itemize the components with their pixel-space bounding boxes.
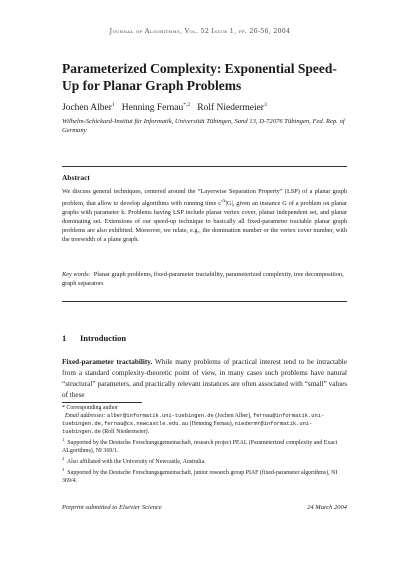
email-owner: (Henning Fernau), <box>189 421 234 427</box>
abstract-text-2: |G|, given an instance G of a problem on planar graphs with parameter k. Problems having LSP include planar vertex cover, planar independent set, and planar dominating set. Extensions of our speed-up technique to basically all fixed-parameter tractable planar graph problems are also exhibited. Moreover, we relate, e.g., the domination number or the vertex cover number, with the treewidth of a plane graph. <box>62 200 347 244</box>
email-link[interactable]: fernau@informatik.uni-tuebingen.de,fernau@cs.newcastle.edu.au <box>62 413 325 427</box>
paper-title: Parameterized Complexity: Exponential Speed-Up for Planar Graph Problems <box>62 61 337 93</box>
footnote-text: Supported by the Deutsche Forschungsgemeinschaft, research project PEAL (Parameterized complexity and Exact ALgorithms), NI 369/1. <box>62 439 338 454</box>
author-mark: 1 <box>111 102 115 108</box>
email-owner: (Rolf Niedermeier). <box>102 429 150 435</box>
abstract-text-1: We discuss general techniques, centered around the “Layerwise Separation Property” (LSP) of a planar graph problem, that allow to develop algorithms with running time c <box>62 188 347 208</box>
section-title: Introduction <box>80 333 127 343</box>
email-link[interactable]: alber@informatik.uni-tuebingen.de <box>106 413 214 419</box>
abstract-body <box>62 187 347 244</box>
footnote-mark: 2 <box>62 455 65 461</box>
author-list <box>62 102 267 113</box>
affiliation: Wilhelm-Schickard-Institut für Informatik, Universität Tübingen, Sand 13, D-72076 Tübingen, Fed. Rep. of Germany <box>62 118 345 134</box>
email-owner: (Jochen Alber), <box>215 413 252 419</box>
footnote-text: Also affiliated with the University of Newcastle, Australia. <box>66 458 206 465</box>
footnote-rule <box>62 402 142 403</box>
abstract-exponent: √k <box>220 198 226 203</box>
footnote-2 <box>62 455 347 466</box>
keywords-text: Planar graph problems, fixed-parameter tractability, parameterized complexity, tree decomposition, graph separators <box>62 271 344 287</box>
footnote-mark: 1 <box>62 437 65 442</box>
author-mark: 3 <box>263 102 267 108</box>
abstract-top-rule <box>62 166 347 167</box>
abstract-bottom-rule <box>62 301 347 302</box>
footnote-3 <box>62 466 347 485</box>
keywords-label: Key words: <box>62 271 91 278</box>
author-mark: *,2 <box>183 102 191 108</box>
section-number: 1 <box>62 333 67 343</box>
footnote-emails <box>62 412 347 436</box>
preprint-date: 24 March 2004 <box>307 504 347 511</box>
intro-text: While many problems of practical interest tend to be intractable from a standard complexity-theoretic point of view, in many cases such problems have natural “structural” parameters, and practically relevant instances are often associated with “small” values of these <box>62 358 347 399</box>
preprint-note: Preprint submitted to Elsevier Science <box>62 504 162 511</box>
footnote-1 <box>62 436 347 455</box>
footnote-corresponding: * Corresponding author <box>62 405 118 411</box>
email-link[interactable]: niedermr@informatik.uni-tuebingen.de <box>62 421 313 435</box>
keywords <box>62 270 347 288</box>
abstract-heading: Abstract <box>62 173 90 182</box>
author-name: Rolf Niedermeier <box>197 103 264 114</box>
footnotes <box>62 404 347 485</box>
section-heading <box>62 333 126 343</box>
running-head: Journal of Algorithms, Vol. 52 Issue 1, pp. 26-56, 2004 <box>109 28 291 35</box>
intro-paragraph <box>62 357 347 401</box>
author-name: Henning Fernau <box>121 103 184 114</box>
author-name: Jochen Alber <box>62 103 112 114</box>
intro-lead: Fixed-parameter tractability. <box>62 358 153 366</box>
footnote-mark: 3 <box>62 466 65 472</box>
email-label: Email addresses: <box>64 413 106 419</box>
footnote-text: Supported by the Deutsche Forschungsgemeinschaft, junior research group PIAF (fixed-parameter algorithms), NI 369/4. <box>62 469 338 484</box>
